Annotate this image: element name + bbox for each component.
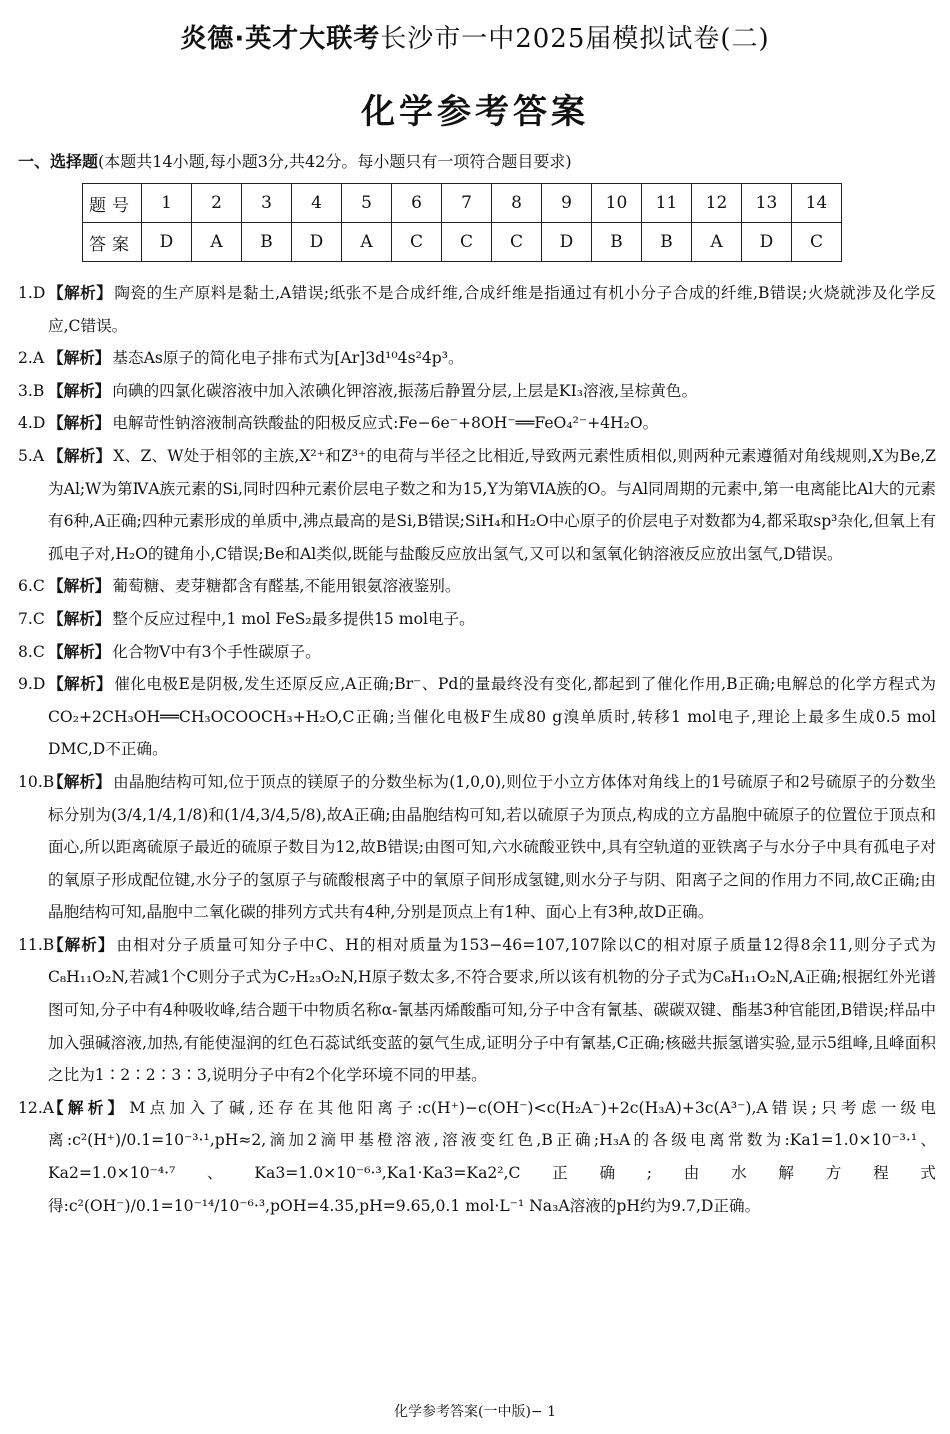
question-number: 10 [592,184,642,223]
explanation-item [18,440,936,570]
item-text: X、Z、W处于相邻的主族,X²⁺和Z³⁺的电荷与半径之比相近,导致两元素性质相似,则两种元素遵循对角线规则,X为Be,Z为Al;W为第ⅣA族元素的Si,同时四种元素价层电子数之和为15,Y为第ⅥA族的O。与Al同周期的元素中,第一电离能比Al大的元素有6种,A正确;四种元素形成的单质中,沸点最高的是Si,B错误;SiH₄和H₂O中心原子的价层电子对数都为4,都采取sp³杂化,但氧上有孤电子对,H₂O的键角小,C错误;Be和Al类似,既能与盐酸反应放出氢气,又可以和氢氧化钠溶液反应放出氢气,D错误。 [48,446,936,563]
question-number: 9 [542,184,592,223]
table-row-answers [83,223,842,262]
explanation-item [18,570,936,603]
item-number: 5.A [18,446,45,465]
row-label-number: 题号 [83,184,142,223]
section-note: (本题共14小题,每小题3分,共42分。每小题只有一项符合题目要求) [98,152,572,171]
explanation-item [18,342,936,375]
answer-cell: B [642,223,692,262]
analysis-tag: 【解析】 [48,609,111,628]
item-number: 12.A [18,1098,55,1117]
answer-cell: D [742,223,792,262]
answer-table [82,183,842,262]
answer-cell: B [592,223,642,262]
answer-cell: C [442,223,492,262]
explanation-item [18,766,936,929]
item-text: 由相对分子质量可知分子中C、H的相对质量为153−46=107,107除以C的相对原子质量12得8余11,则分子式为C₈H₁₁O₂N,若减1个C则分子式为C₇H₂₃O₂N,H原子数太多,不符合要求,所以该有机物的分子式为C₈H₁₁O₂N,A正确;根据红外光谱图可知,分子中有4种吸收峰,结合题干中物质名称α-氰基丙烯酸酯可知,分子中含有氰基、碳碳双键、酯基3种官能团,B错误;样品中加入强碱溶液,加热,有能使湿润的红色石蕊试纸变蓝的氨气生成,证明分子中有氰基,C正确;核磁共振氢谱实验,显示5组峰,且峰面积之比为1∶2∶2∶3∶3,说明分子中有2个化学环境不同的甲基。 [48,935,936,1085]
exam-subtitle: 长沙市一中2025届模拟试卷(二) [380,24,770,54]
row-label-answer: 答案 [83,223,142,262]
item-number: 11.B [18,935,55,954]
item-number: 4.D [18,414,46,433]
item-text: 整个反应过程中,1 mol FeS₂最多提供15 mol电子。 [112,609,475,628]
explanation-item [18,603,936,636]
analysis-tag: 【解析】 [48,1098,128,1117]
analysis-tag: 【解析】 [48,772,112,791]
analysis-tag: 【解析】 [48,414,111,433]
question-number: 3 [242,184,292,223]
explanation-item [18,407,936,440]
item-number: 9.D [18,675,46,694]
answer-cell: C [392,223,442,262]
question-number: 2 [192,184,242,223]
analysis-tag: 【解析】 [48,349,111,368]
question-number: 12 [692,184,742,223]
question-number: 11 [642,184,692,223]
table-row-numbers [83,184,842,223]
item-text: 向碘的四氯化碳溶液中加入浓碘化钾溶液,振荡后静置分层,上层是KI₃溶液,呈棕黄色。 [112,381,698,400]
item-text: M点加入了碱,还存在其他阳离子:c(H⁺)−c(OH⁻)<c(H₂A⁻)+2c(H₃A)+3c(A³⁻),A错误;只考虑一级电离:c²(H⁺)/0.1=10⁻³·¹,pH≈2,滴加2滴甲基橙溶液,溶液变红色,B正确;H₃A的各级电离常数为:Ka1=1.0×10⁻³·¹、Ka2=1.0×10⁻⁴·⁷、Ka3=1.0×10⁻⁶·³,Ka1·Ka3=Ka2²,C正确;由水解方程式得:c²(OH⁻)/0.1=10⁻¹⁴/10⁻⁶·³,pOH=4.35,pH=9.65,0.1 mol·L⁻¹ Na₃A溶液的pH约为9.7,D正确。 [48,1098,936,1215]
answer-cell: D [542,223,592,262]
section-heading [18,149,572,172]
question-number: 8 [492,184,542,223]
item-text: 陶瓷的生产原料是黏土,A错误;纸张不是合成纤维,合成纤维是指通过有机小分子合成的纤维,B错误;火烧就涉及化学反应,C错误。 [48,284,936,335]
analysis-tag: 【解析】 [48,642,111,661]
item-text: 葡萄糖、麦芽糖都含有醛基,不能用银氨溶液鉴别。 [112,577,461,596]
item-number: 2.A [18,349,45,368]
answer-cell: A [692,223,742,262]
explanation-item [18,929,936,1092]
explanation-item [18,277,936,342]
answer-cell: C [492,223,542,262]
question-number: 7 [442,184,492,223]
item-number: 6.C [18,577,45,596]
explanations [18,277,936,1222]
item-text: 化合物Ⅴ中有3个手性碳原子。 [112,642,321,661]
answer-cell: A [192,223,242,262]
item-number: 7.C [18,609,45,628]
analysis-tag: 【解析】 [48,935,115,954]
answer-cell: D [142,223,192,262]
answer-cell: A [342,223,392,262]
question-number: 1 [142,184,192,223]
analysis-tag: 【解析】 [48,381,111,400]
question-number: 6 [392,184,442,223]
section-title: 一、选择题 [18,152,99,171]
item-number: 8.C [18,642,45,661]
question-number: 5 [342,184,392,223]
analysis-tag: 【解析】 [48,577,111,596]
question-number: 14 [792,184,842,223]
explanation-item [18,668,936,766]
item-number: 3.B [18,381,45,400]
exam-header [0,18,950,55]
page-title: 化学参考答案 [361,92,589,132]
analysis-tag: 【解析】 [48,284,113,302]
explanation-item [18,1092,936,1222]
answer-cell: B [242,223,292,262]
answer-cell: D [292,223,342,262]
item-text: 基态As原子的简化电子排布式为[Ar]3d¹⁰4s²4p³。 [112,349,464,368]
item-number: 1.D [18,284,46,302]
item-text: 电解苛性钠溶液制高铁酸盐的阳极反应式:Fe−6e⁻+8OH⁻══FeO₄²⁻+4H₂O。 [112,414,659,433]
item-text: 由晶胞结构可知,位于顶点的镁原子的分数坐标为(1,0,0),则位于小立方体体对角线上的1号硫原子和2号硫原子的分数坐标分别为(3/4,1/4,1/8)和(1/4,3/4,5/8),故A正确;由晶胞结构可知,若以硫原子为顶点,构成的立方晶胞中硫原子的位置位于顶点和面心,所以距离硫原子最近的硫原子数目为12,故B错误;由图可知,六水硫酸亚铁中,具有空轨道的亚铁离子与水分子中具有孤电子对的氧原子形成配位键,水分子的氢原子与硫酸根离子中的氧原子间形成氢键,则水分子与阴、阳离子之间的作用力不同,故C正确;由晶胞结构可知,晶胞中二氧化碳的排列方式共有4种,分别是顶点上有1种、面心上有3种,故D正确。 [48,772,936,922]
answer-cell: C [792,223,842,262]
item-number: 10.B [18,772,55,791]
item-text: 催化电极E是阴极,发生还原反应,A正确;Br⁻、Pd的量最终没有变化,都起到了催化作用,B正确;电解总的化学方程式为CO₂+2CH₃OH══CH₃OCOOCH₃+H₂O,C正确;当催化电极F生成80 g溴单质时,转移1 mol电子,理论上最多生成0.5 mol DMC,D不正确。 [48,675,936,759]
question-number: 13 [742,184,792,223]
page-footer: 化学参考答案(一中版)− 1 [393,1404,556,1420]
analysis-tag: 【解析】 [48,446,112,465]
question-number: 4 [292,184,342,223]
exam-brand: 炎德·英才大联考 [180,24,381,54]
explanation-item [18,375,936,408]
explanation-item [18,636,936,669]
analysis-tag: 【解析】 [48,675,113,694]
